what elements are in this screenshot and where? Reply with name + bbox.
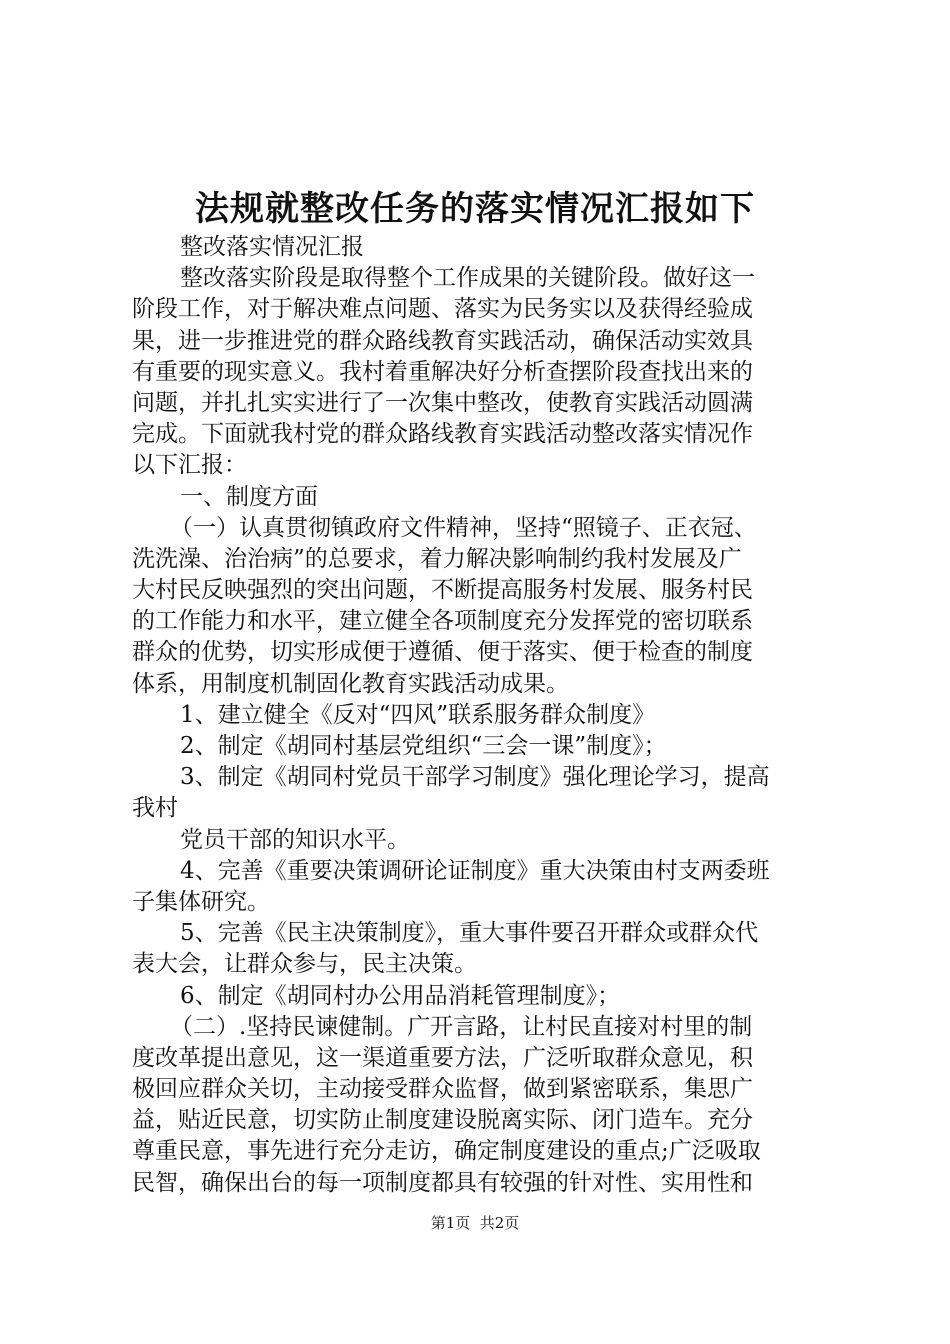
list-item: 4、完善《重要决策调研论证制度》重大决策由村支两委班: [180, 857, 770, 884]
paragraph-line: 以下汇报：: [132, 452, 247, 479]
paragraph-line: 整改落实阶段是取得整个工作成果的关键阶段。做好这一: [180, 265, 755, 292]
paragraph-line: 群众的优势，切实形成便于遵循、便于落实、便于检查的制度: [132, 639, 753, 666]
list-item: 6、制定《胡同村办公用品消耗管理制度》；: [180, 982, 621, 1009]
paragraph-line: 民智，确保出台的每一项制度都具有较强的针对性、实用性和: [132, 1169, 753, 1196]
paragraph-line: 体系，用制度机制固化教育实践活动成果。: [132, 670, 569, 697]
list-item: 3、制定《胡同村党员干部学习制度》强化理论学习，提高: [180, 764, 770, 791]
paragraph-line: 阶段工作，对于解决难点问题、落实为民务实以及获得经验成: [132, 296, 753, 323]
heading-report: 整改落实情况汇报: [180, 234, 364, 260]
paragraph-line: 极回应群众关切，主动接受群众监督，做到紧密联系，集思广: [132, 1076, 753, 1103]
paragraph-line: 尊重民意，事先进行充分走访，确定制度建设的重点;广泛吸取: [132, 1138, 761, 1165]
paragraph-line: 洗洗澡、治治病”的总要求，着力解决影响制约我村发展及广: [132, 545, 742, 572]
paragraph-line: 度改革提出意见，这一渠道重要方法，广泛听取群众意见，积: [132, 1044, 753, 1071]
list-item: 5、完善《民主决策制度》，重大事件要召开群众或群众代: [180, 920, 759, 947]
paragraph-line: 果，进一步推进党的群众路线教育实践活动，确保活动实效具: [132, 327, 753, 354]
section-heading: 一、制度方面: [180, 483, 318, 510]
paragraph-line: 有重要的现实意义。我村着重解决好分析查摆阶段查找出来的: [132, 358, 753, 385]
paragraph-line: （二）.坚持民谏健制。广开言路，让村民直接对村里的制: [170, 1013, 753, 1040]
paragraph-line: （一）认真贯彻镇政府文件精神，坚持“照镜子、正衣冠、: [170, 514, 757, 541]
document-body: [132, 232, 832, 1199]
paragraph-line: 完成。下面就我村党的群众路线教育实践活动整改落实情况作: [132, 421, 753, 448]
list-item-continuation: 表大会，让群众参与，民主决策。: [132, 951, 477, 978]
list-item: 2、制定《胡同村基层党组织“三会一课”制度》；: [180, 733, 667, 759]
list-item-continuation: 我村: [132, 795, 178, 822]
paragraph-line: 大村民反映强烈的突出问题，不断提高服务村发展、服务村民: [132, 577, 753, 604]
document-title: 法规就整改任务的落实情况汇报如下: [195, 189, 755, 229]
list-item-continuation: 党员干部的知识水平。: [180, 826, 410, 853]
paragraph-line: 益，贴近民意，切实防止制度建设脱离实际、闭门造车。充分: [132, 1107, 753, 1134]
page-number-footer: 第1页 共2页: [430, 1214, 520, 1232]
list-item-continuation: 子集体研究。: [132, 888, 270, 915]
paragraph-line: 问题，并扎扎实实进行了一次集中整改，使教育实践活动圆满: [132, 389, 753, 416]
paragraph-line: 的工作能力和水平，建立健全各项制度充分发挥党的密切联系: [132, 608, 753, 635]
list-item: 1、建立健全《反对“四风”联系服务群众制度》: [180, 701, 656, 728]
